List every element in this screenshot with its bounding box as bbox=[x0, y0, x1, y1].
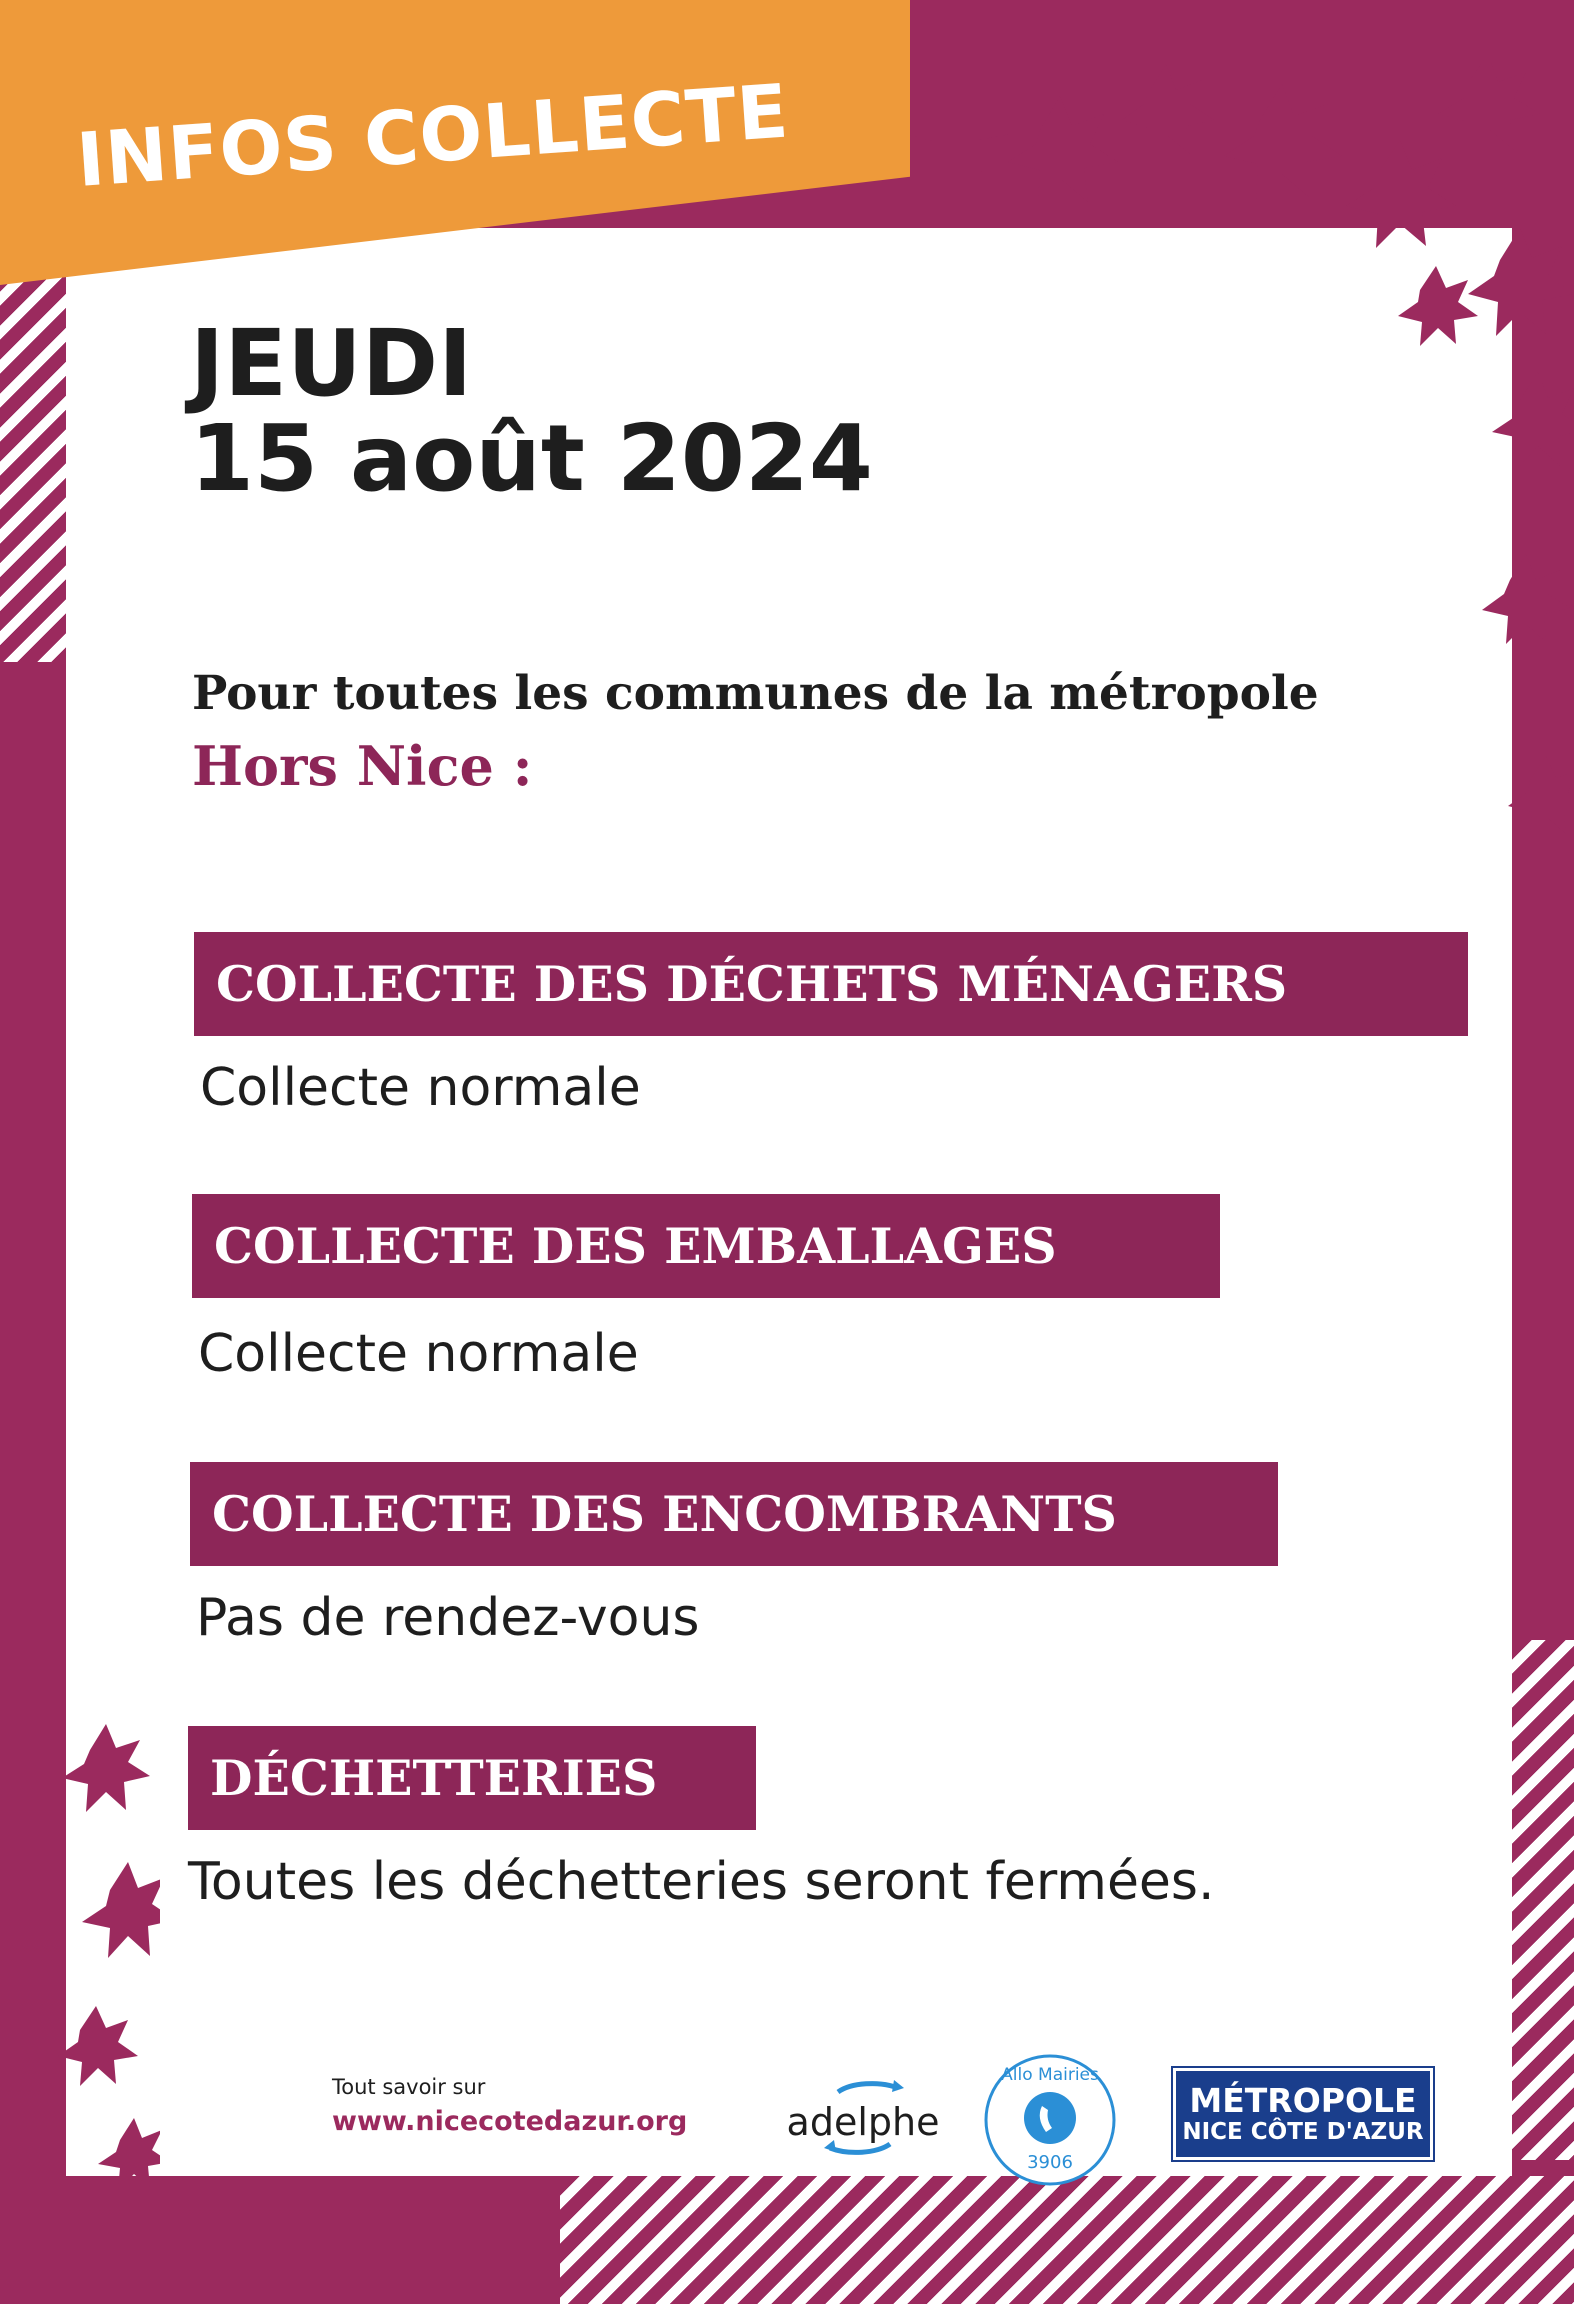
section-text-dechetteries: Toutes les déchetteries seront fermées. bbox=[188, 1852, 1215, 1912]
website-link[interactable]: www.nicecotedazur.org bbox=[332, 2106, 688, 2137]
intro-line: Pour toutes les communes de la métropole bbox=[192, 666, 1319, 721]
stripe-band-bottom bbox=[560, 2176, 1574, 2304]
leaves-decoration-right bbox=[1470, 360, 1574, 880]
footer-label: Tout savoir sur bbox=[332, 2075, 486, 2099]
allo-mairies-logo bbox=[980, 2050, 1120, 2190]
leaves-decoration-top bbox=[880, 60, 1574, 360]
date-day: JEUDI bbox=[190, 310, 473, 417]
section-heading-encombrants: COLLECTE DES ENCOMBRANTS bbox=[190, 1462, 1278, 1566]
adelphe-logo bbox=[778, 2072, 948, 2162]
metropole-logo bbox=[1173, 2068, 1433, 2160]
intro-highlight: Hors Nice : bbox=[192, 734, 533, 798]
section-text-encombrants: Pas de rendez-vous bbox=[196, 1588, 700, 1648]
section-text-emballages: Collecte normale bbox=[198, 1324, 639, 1384]
allo-mairies-seal bbox=[980, 2050, 1120, 2190]
section-text-menagers: Collecte normale bbox=[200, 1058, 641, 1118]
svg-text:3906: 3906 bbox=[1027, 2152, 1073, 2173]
metropole-line1: MÉTROPOLE bbox=[1189, 2081, 1417, 2121]
leaves-decoration-left bbox=[40, 1690, 160, 2190]
adelphe-wordmark: adelphe bbox=[786, 2100, 940, 2144]
section-heading-emballages: COLLECTE DES EMBALLAGES bbox=[192, 1194, 1220, 1298]
section-heading-dechetteries: DÉCHETTERIES bbox=[188, 1726, 756, 1830]
stripe-band-right bbox=[1512, 1640, 1574, 2160]
banner-title: INFOS COLLECTE bbox=[74, 68, 792, 204]
stripe-band-left bbox=[0, 272, 66, 662]
metropole-line2: NICE CÔTE D'AZUR bbox=[1182, 2118, 1424, 2145]
svg-text:Allo Mairies: Allo Mairies bbox=[1001, 2065, 1099, 2085]
section-heading-menagers: COLLECTE DES DÉCHETS MÉNAGERS bbox=[194, 932, 1468, 1036]
date-full: 15 août 2024 bbox=[190, 405, 873, 512]
